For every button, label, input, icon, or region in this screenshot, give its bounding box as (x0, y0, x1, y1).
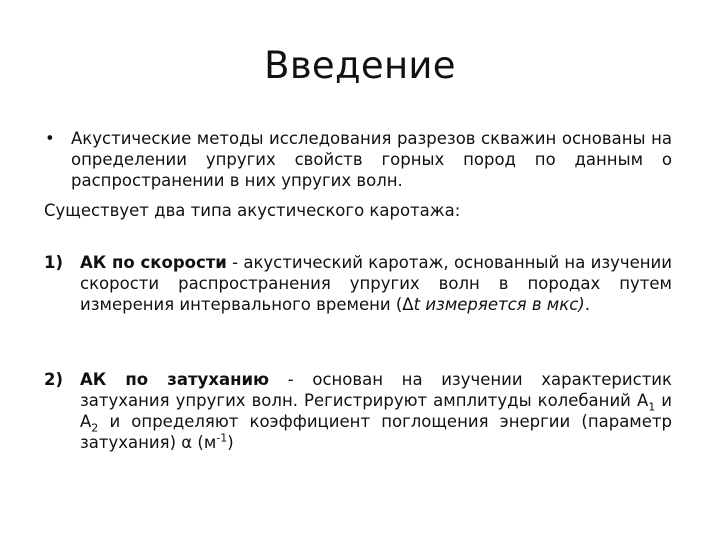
list-item-1 (44, 252, 672, 315)
term-1: АК по скорости (80, 253, 227, 272)
list-text-1: АК по скорости - акустический каротаж, основанный на изучении скорости распространения упругих волн в породах путем измерения интервального времени (Δt измеряется в мкс). (80, 253, 672, 314)
list-number-2: 2) (44, 370, 64, 389)
list-text-2: АК по затуханию - основан на изучении характеристик затухания упругих волн. Регистрируют амплитуды колебаний $А_1$ и $А_2$ и определяют коэффициент поглощения энергии (параметр затухания) α $(м^{-1})$ (80, 370, 673, 452)
term-2: АК по затуханию (80, 370, 270, 389)
bullet-marker: • (45, 129, 55, 148)
list-number-1: 1) (44, 253, 64, 272)
intro-text: Существует два типа акустического каротажа: (44, 201, 461, 220)
slide-title: Введение (264, 44, 456, 87)
bullet-paragraph (44, 128, 672, 191)
list-item-2 (44, 369, 672, 453)
bullet-text: Акустические методы исследования разрезов скважин основаны на определении упругих свойств горных пород по данным о распространении в них упругих волн. (71, 129, 672, 190)
